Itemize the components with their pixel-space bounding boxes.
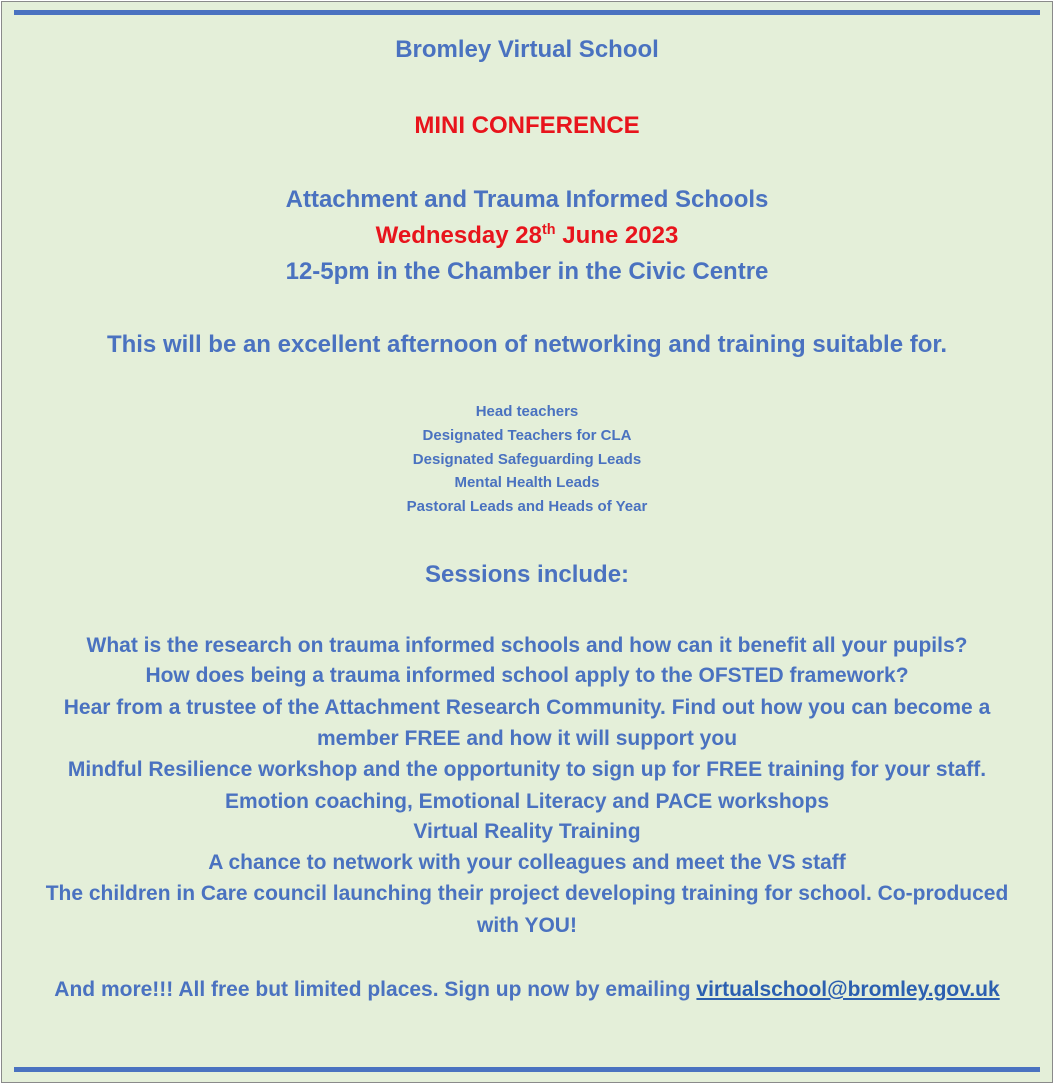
audience-item: Pastoral Leads and Heads of Year	[406, 498, 648, 515]
session-item: A chance to network with your colleagues and meet the VS staff	[208, 851, 846, 874]
time-place: 12-5pm in the Chamber in the Civic Centre	[285, 258, 769, 285]
session-item: with YOU!	[477, 914, 577, 937]
date-month-year: June 2023	[555, 222, 679, 249]
audience-item: Designated Teachers for CLA	[422, 427, 632, 444]
event-date	[2, 222, 1052, 250]
session-item: The children in Care council launching their project developing training for school. Co-produced	[45, 882, 1009, 905]
session-item: Hear from a trustee of the Attachment Research Community. Find out how you can become a	[63, 696, 991, 719]
intro-text: This will be an excellent afternoon of networking and training suitable for.	[106, 331, 948, 358]
event-type: MINI CONFERENCE	[414, 112, 640, 139]
session-item: member FREE and how it will support you	[316, 727, 738, 750]
conference-flyer	[1, 1, 1053, 1083]
email-link[interactable]: virtualschool@bromley.gov.uk	[696, 978, 1000, 1001]
top-rule	[14, 10, 1040, 15]
audience-item: Designated Safeguarding Leads	[412, 451, 642, 468]
session-item: Emotion coaching, Emotional Literacy and PACE workshops	[224, 790, 830, 813]
date-day: Wednesday 28	[375, 222, 542, 249]
footer-line	[2, 978, 1052, 1002]
audience-item: Head teachers	[475, 403, 579, 420]
sessions-heading: Sessions include:	[424, 561, 630, 588]
footer-text: And more!!! All free but limited places. Sign up now by emailing	[54, 978, 697, 1001]
event-title: Attachment and Trauma Informed Schools	[285, 186, 769, 213]
bottom-rule	[14, 1067, 1040, 1072]
session-item: Virtual Reality Training	[413, 820, 641, 843]
session-item: Mindful Resilience workshop and the opportunity to sign up for FREE training for your staff.	[67, 758, 987, 781]
date-ordinal: th	[541, 222, 556, 238]
org-name: Bromley Virtual School	[395, 36, 659, 63]
session-item: How does being a trauma informed school apply to the OFSTED framework?	[145, 664, 909, 687]
audience-item: Mental Health Leads	[454, 474, 600, 491]
session-item: What is the research on trauma informed schools and how can it benefit all your pupils?	[86, 634, 968, 657]
